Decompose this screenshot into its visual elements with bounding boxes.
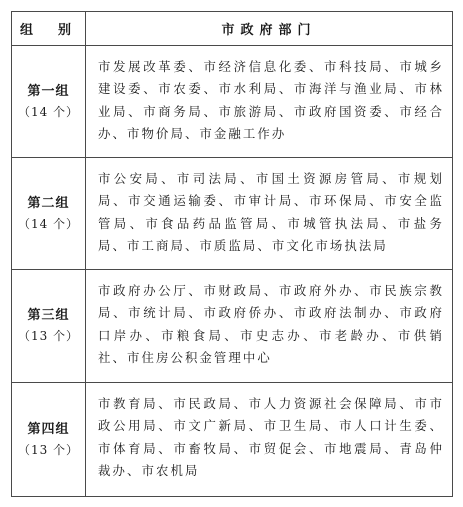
group-cell — [12, 270, 86, 383]
departments-column-header: 市政府部门 — [86, 12, 453, 46]
table-row — [12, 158, 453, 270]
department-list: 市发展改革委、市经济信息化委、市科技局、市城乡建设委、市农委、市水利局、市海洋与渔业局、市林业局、市商务局、市旅游局、市政府国资委、市经合办、市物价局、市金融工作办 — [98, 59, 444, 141]
group-cell — [12, 158, 86, 270]
group-cell — [12, 46, 86, 158]
department-group-table — [11, 11, 453, 497]
departments-cell — [86, 158, 453, 270]
table-row — [12, 46, 453, 158]
group-column-header: 组 别 — [12, 12, 86, 46]
group-count: （14 个） — [17, 216, 80, 231]
group-name: 第三组 — [27, 308, 70, 323]
group-count: （13 个） — [17, 329, 80, 343]
table-header-row — [12, 12, 453, 46]
departments-cell — [86, 270, 453, 383]
departments-cell — [86, 383, 453, 497]
group-name: 第四组 — [27, 421, 70, 437]
department-list: 市政府办公厅、市财政局、市政府外办、市民族宗教局、市统计局、市政府侨办、市政府法制办、市政府口岸办、市粮食局、市史志办、市老龄办、市供销社、市住房公积金管理中心 — [98, 283, 444, 365]
department-list: 市教育局、市民政局、市人力资源社会保障局、市市政公用局、市文广新局、市卫生局、市人口计生委、市体育局、市畜牧局、市贸促会、市地震局、青岛仲裁办、市农机局 — [98, 396, 444, 478]
table-row — [12, 270, 453, 383]
group-name: 第二组 — [27, 195, 70, 211]
department-list: 市公安局、市司法局、市国土资源房管局、市规划局、市交通运输委、市审计局、市环保局、市安全监管局、市食品药品监管局、市城管执法局、市盐务局、市工商局、市质监局、市文化市场执法局 — [98, 171, 444, 253]
group-name: 第一组 — [27, 83, 70, 99]
departments-cell — [86, 46, 453, 158]
group-count: （13 个） — [17, 442, 80, 457]
group-cell — [12, 383, 86, 497]
group-count: （14 个） — [17, 104, 80, 119]
table-row — [12, 383, 453, 497]
